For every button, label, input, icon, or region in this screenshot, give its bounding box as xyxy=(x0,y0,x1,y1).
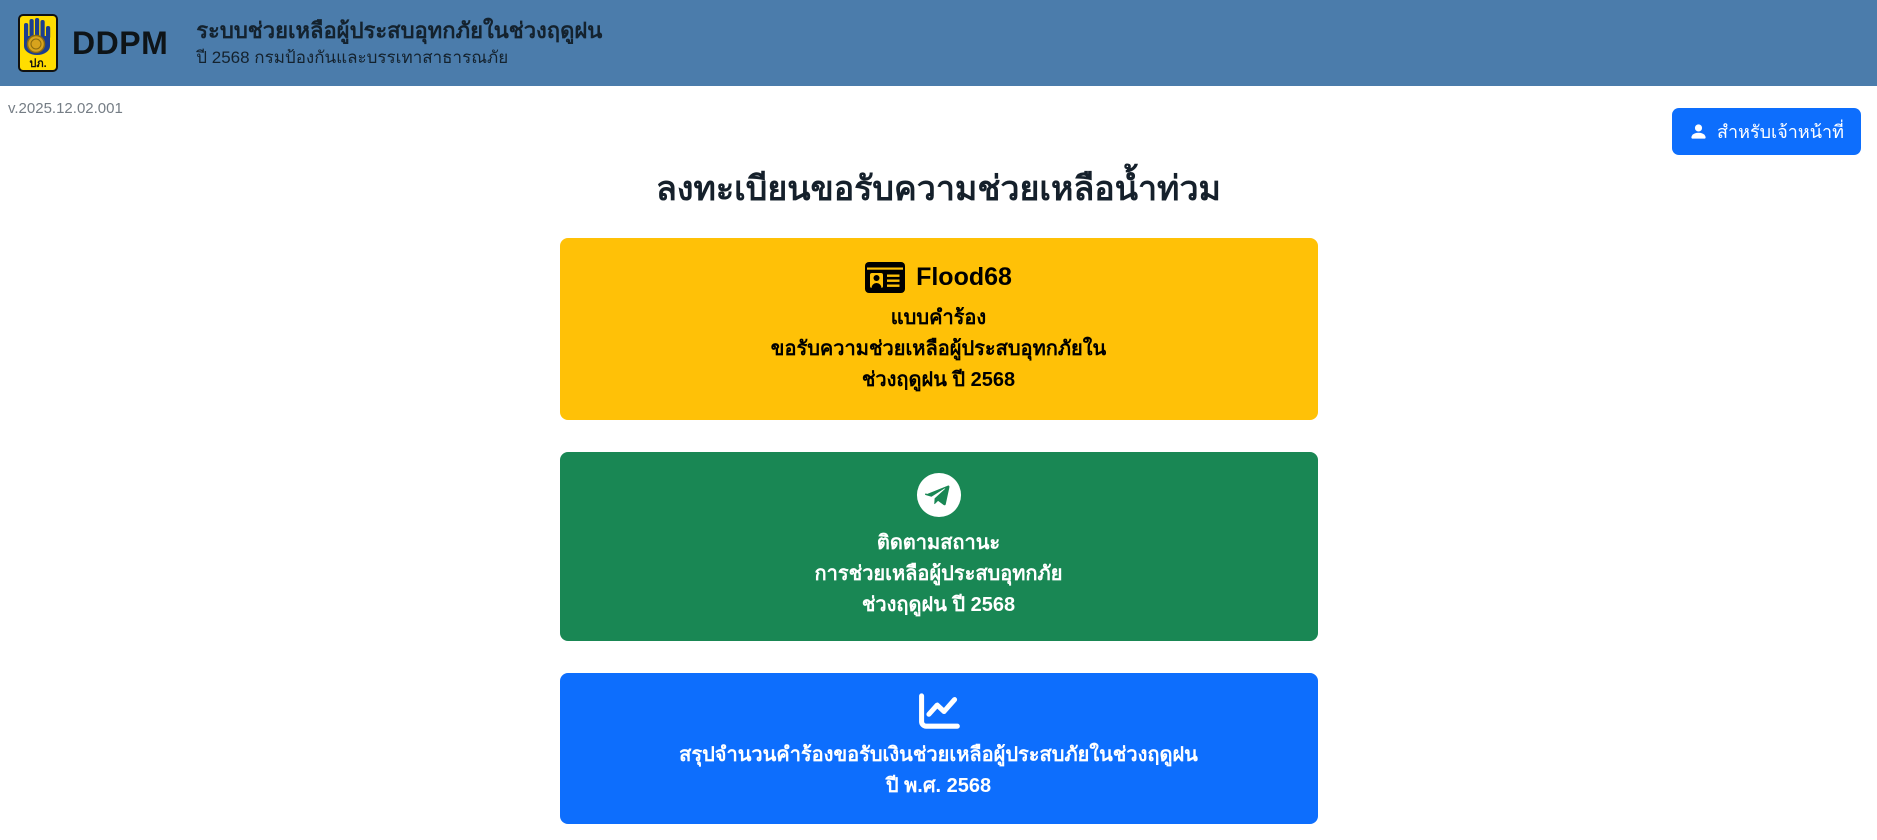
header-titles xyxy=(196,16,602,70)
card-flood68-line3: ช่วงฤดูฝน ปี 2568 xyxy=(861,369,1016,391)
ddpm-logo-icon xyxy=(18,14,58,72)
person-icon xyxy=(1689,122,1708,141)
app-header xyxy=(0,0,1877,86)
card-flood68-line2: ขอรับความช่วยเหลือผู้ประสบอุทกภัยใน xyxy=(770,338,1107,360)
chart-line-icon xyxy=(580,693,1298,730)
card-summary-report[interactable] xyxy=(560,673,1318,824)
logo-abbr-text: ปภ. xyxy=(29,58,47,70)
card-summary-line1: สรุปจำนวนคำร้องขอรับเงินช่วยเหลือผู้ประสบภัยในช่วงฤดูฝน xyxy=(679,744,1198,766)
page-title: ลงทะเบียนขอรับความช่วยเหลือน้ำท่วม xyxy=(656,170,1221,208)
card-flood68-request-form[interactable] xyxy=(560,238,1318,420)
telegram-send-icon xyxy=(580,472,1298,518)
toolbar xyxy=(0,86,1877,158)
card-summary-line2: ปี พ.ศ. 2568 xyxy=(885,775,992,797)
card-track-status[interactable] xyxy=(560,452,1318,641)
brand-ddpm: DDPM xyxy=(72,24,169,61)
cards-container xyxy=(560,238,1318,824)
version-text: v.2025.12.02.001 xyxy=(8,100,123,117)
card-flood68-header xyxy=(580,262,1298,293)
header-title-line1: ระบบช่วยเหลือผู้ประสบอุทกภัยในช่วงฤดูฝน xyxy=(196,18,603,43)
staff-login-button[interactable] xyxy=(1672,108,1861,155)
card-flood68-heading: Flood68 xyxy=(916,263,1012,291)
id-card-icon xyxy=(865,262,905,293)
card-track-line3: ช่วงฤดูฝน ปี 2568 xyxy=(861,594,1016,616)
card-track-line1: ติดตามสถานะ xyxy=(876,532,1001,554)
card-flood68-line1: แบบคำร้อง xyxy=(890,307,987,329)
card-track-line2: การช่วยเหลือผู้ประสบอุทกภัย xyxy=(814,563,1063,585)
header-title-line2: ปี 2568 กรมป้องกันและบรรเทาสาธารณภัย xyxy=(196,48,509,67)
staff-button-label: สำหรับเจ้าหน้าที่ xyxy=(1716,122,1844,142)
main-content xyxy=(0,158,1877,824)
